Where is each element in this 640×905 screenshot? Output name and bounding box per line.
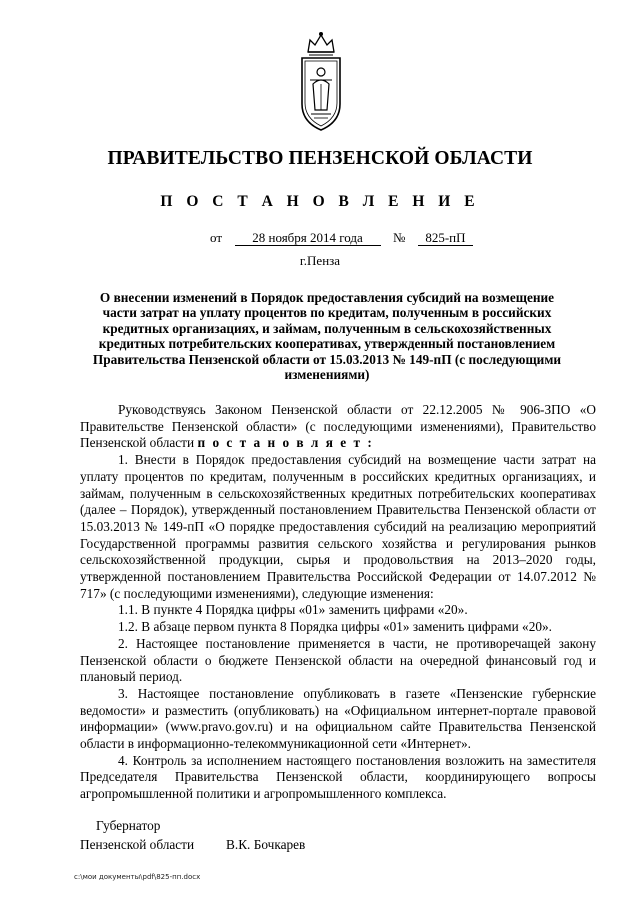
number-label: №: [393, 230, 406, 245]
decree-heading: О внесении изменений в Порядок предоставления субсидий на возмещение части затрат на уплату процентов по кредитам, полученным в российских кредитных организациях, и займам, полученным в сельскохозяйственных кредитных потребительских кооперативах, утвержденный постановлением Правительства Пензенской области от 15.03.2013 № 149-пП (с последующими изменениями): [92, 290, 562, 383]
item-1-2: 1.2. В абзаце первом пункта 8 Порядка цифры «01» заменить цифрами «20».: [118, 619, 552, 635]
item-2: 2. Настоящее постановление применяется в части, не противоречащей закону Пензенской области о бюджете Пензенской области на очередной финансовый год и плановый период.: [80, 635, 596, 685]
signatory-name: В.К. Бочкарев: [226, 837, 306, 852]
preamble-paragraph: [80, 402, 596, 452]
preamble-text: Руководствуясь Законом Пензенской области от 22.12.2005 № 906-ЗПО «О Правительстве Пензенской области» (с последующими изменениями), Правительство Пензенской области: [80, 402, 596, 451]
resolves-word: п о с т а н о в л я е т :: [197, 435, 374, 451]
item-1-1: 1.1. В пункте 4 Порядка цифры «01» заменить цифрами «20».: [118, 602, 468, 618]
dateline: [210, 230, 473, 246]
decree-body: [80, 402, 596, 803]
item-4: 4. Контроль за исполнением настоящего постановления возложить на заместителя Председателя Правительства Пензенской области, координирующего вопросы агропромышленной политики и агропромышленного комплекса.: [80, 752, 596, 802]
signatory-title: Губернатор: [96, 818, 161, 833]
item-3: 3. Настоящее постановление опубликовать в газете «Пензенские губернские ведомости» и разместить (опубликовать) на «Официальном интернет-портале правовой информации» (www.pravo.gov.ru) и на официальном сайте Правительства Пензенской области в информационно-телекоммуникационной сети «Интернет».: [80, 685, 596, 752]
city-name: г.Пенза: [299, 253, 341, 268]
date-from-label: от: [210, 230, 223, 245]
file-path-footer: c:\мои документы\pdf\825-пп.docx: [74, 873, 201, 881]
signature-block: [80, 816, 305, 854]
coat-of-arms-emblem: [296, 30, 346, 134]
decree-number: 825-пП: [418, 231, 473, 246]
document-type-title: П О С Т А Н О В Л Е Н И Е: [160, 193, 480, 210]
decree-date: 28 ноября 2014 года: [235, 231, 381, 246]
item-1: 1. Внести в Порядок предоставления субсидий на возмещение части затрат на уплату процентов по кредитам, полученным в российских кредитных организациях, и займам, полученным в сельскохозяйственных кредитных потребительских кооперативах (далее – Порядок), утвержденный постановлением Правительства Пензенской области от 15.03.2013 № 149-пП «О порядке предоставления субсидий на реализацию мероприятий Государственной программы развития сельского хозяйства и регулирования рынков сельскохозяйственной продукции, сырья и продовольствия на 2013–2020 годы, утвержденной постановлением Правительства Российской Федерации от 14.07.2012 № 717» (с последующими изменениями), следующие изменения:: [80, 452, 596, 601]
government-title: ПРАВИТЕЛЬСТВО ПЕНЗЕНСКОЙ ОБЛАСТИ: [107, 148, 533, 169]
signatory-region: Пензенской области: [80, 837, 195, 852]
